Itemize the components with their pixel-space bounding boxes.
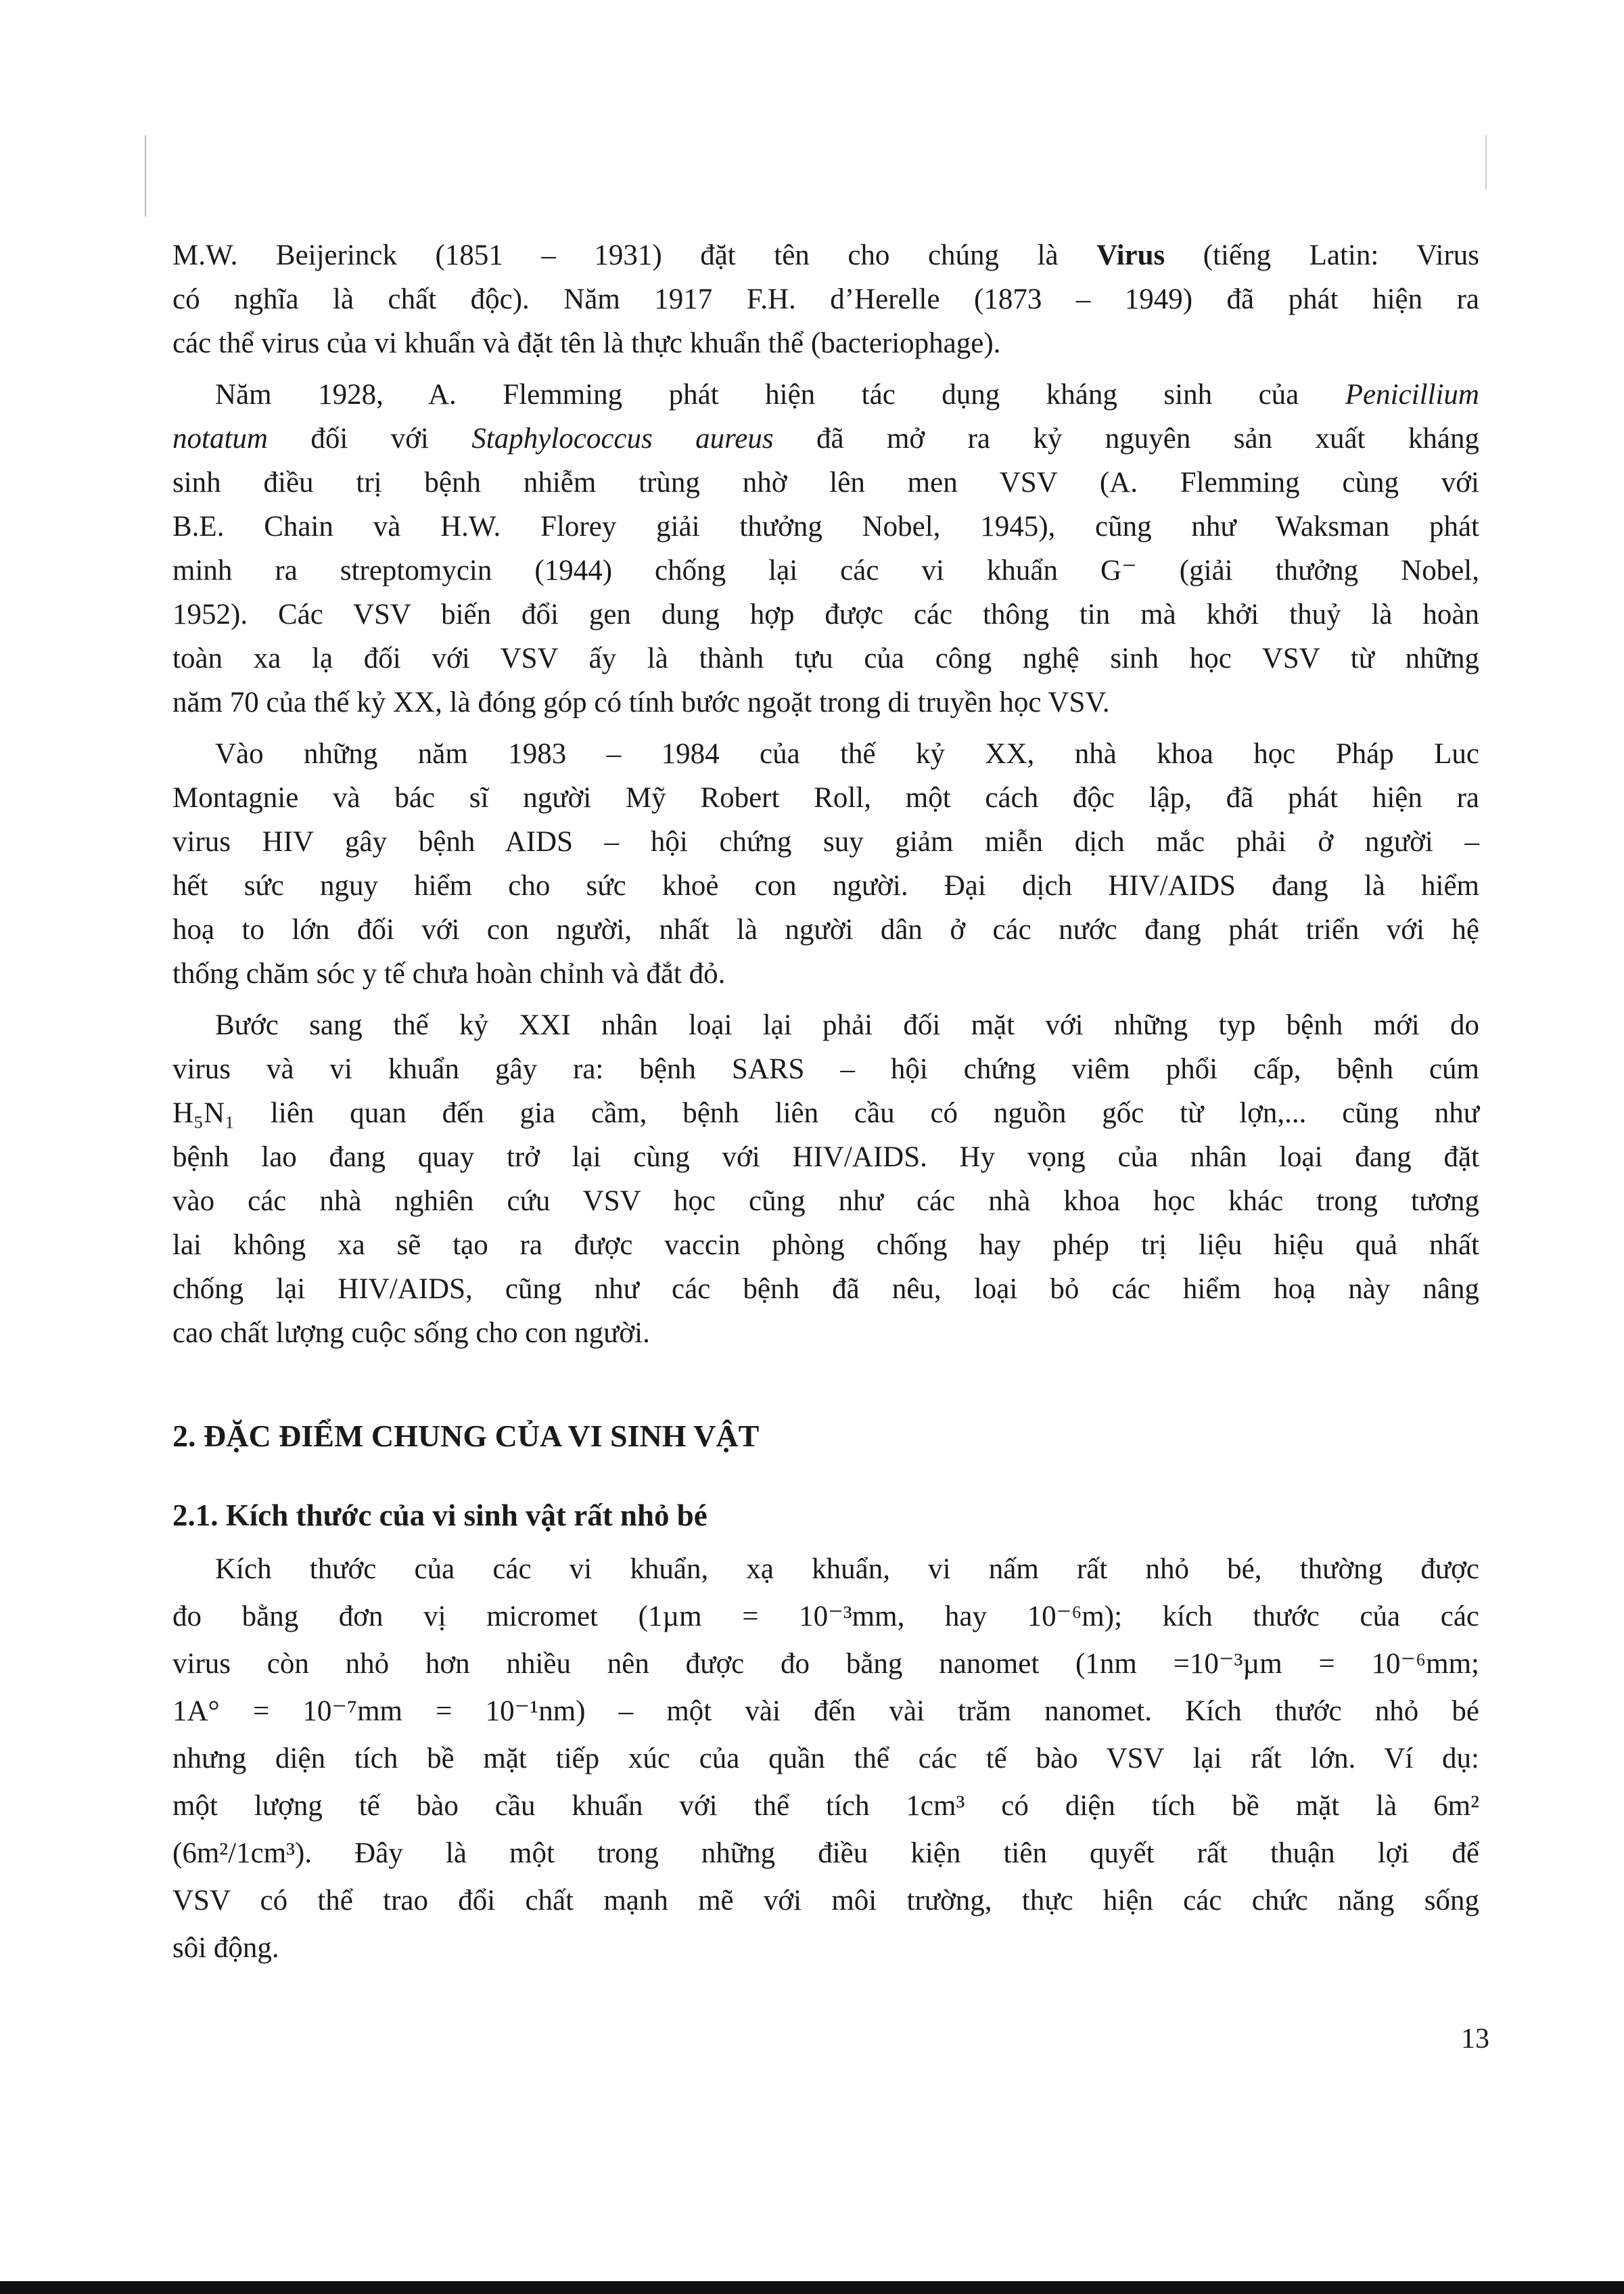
text-line [172,549,1479,593]
text-line [172,593,1479,637]
text-run: lai không xa sẽ tạo ra được vaccin phòng chống hay phép trị liệu hiệu quả nhất [172,1229,1479,1261]
text-line [172,1641,1479,1688]
paragraph [172,732,1479,996]
text-line [172,1179,1479,1223]
text-run: một lượng tế bào cầu khuẩn với thể tích 1cm³ có diện tích bề mặt là 6m² [172,1790,1479,1822]
body-section-history [172,233,1479,1362]
text-run: đối với [267,423,472,455]
text-line [172,1047,1479,1091]
text-line [172,908,1479,952]
text-run: cao chất lượng cuộc sống cho con người. [172,1317,650,1349]
bold-term: Virus [1096,239,1165,271]
text-run: hết sức nguy hiểm cho sức khoẻ con người. Đại dịch HIV/AIDS đang là hiểm [172,870,1479,902]
text-run: vào các nhà nghiên cứu VSV học cũng như các nhà khoa học khác trong tương [172,1185,1479,1217]
text-run: Vào những năm 1983 – 1984 của thế kỷ XX, nhà khoa học Pháp Luc [215,738,1479,770]
paragraph [172,1546,1479,1972]
text-run: B.E. Chain và H.W. Florey giải thưởng Nobel, 1945), cũng như Waksman phát [172,511,1479,543]
text-line [172,820,1479,864]
scan-edge-right [1485,135,1487,189]
text-run: virus và vi khuẩn gây ra: bệnh SARS – hội chứng viêm phổi cấp, bệnh cúm [172,1053,1479,1085]
text-run: Năm 1928, A. Flemming phát hiện tác dụng kháng sinh của [215,379,1345,411]
italic-term: notatum [172,423,268,455]
text-run: Bước sang thế kỷ XXI nhân loại lại phải đối mặt với những typ bệnh mới do [215,1009,1479,1041]
text-line [172,373,1479,417]
text-line [172,732,1479,776]
text-run: virus còn nhỏ hơn nhiều nên được đo bằng nanomet (1nm =10⁻³µm = 10⁻⁶mm; [172,1648,1479,1680]
text-line [172,1925,1479,1972]
text-line [172,776,1479,820]
text-line [172,952,1479,996]
text-run: có nghĩa là chất độc). Năm 1917 F.H. d’Herelle (1873 – 1949) đã phát hiện ra [172,283,1479,315]
text-line [172,1830,1479,1877]
body-section-size [172,1546,1479,1979]
text-run: 1952). Các VSV biến đổi gen dung hợp được các thông tin mà khởi thuỷ là hoàn [172,599,1479,630]
text-line [172,681,1479,725]
text-run: đo bằng đơn vị micromet (1µm = 10⁻³mm, hay 10⁻⁶m); kích thước của các [172,1601,1479,1632]
text-line [172,1877,1479,1925]
text-run: VSV có thể trao đổi chất mạnh mẽ với môi trường, thực hiện các chức năng sống [172,1885,1479,1917]
text-line [172,1593,1479,1641]
text-run: Kích thước của các vi khuẩn, xạ khuẩn, vi nấm rất nhỏ bé, thường được [215,1553,1479,1585]
text-line [172,1546,1479,1593]
text-line [172,1311,1479,1355]
text-line [172,505,1479,549]
text-run: M.W. Beijerinck (1851 – 1931) đặt tên cho chúng là [172,239,1097,271]
text-run: đã mở ra kỷ nguyên sản xuất kháng [773,423,1479,455]
subsection-heading: 2.1. Kích thước của vi sinh vật rất nhỏ bé [172,1498,707,1532]
section-heading: 2. ĐẶC ĐIỂM CHUNG CỦA VI SINH VẬT [172,1419,760,1453]
italic-term: Penicillium [1345,379,1479,411]
scan-bottom-border [0,2281,1624,2294]
text-run: 1A° = 10⁻⁷mm = 10⁻¹nm) – một vài đến vài trăm nanomet. Kích thước nhỏ bé [172,1695,1479,1727]
text-run: nhưng diện tích bề mặt tiếp xúc của quần thể các tế bào VSV lại rất lớn. Ví dụ: [172,1743,1479,1774]
text-run: chống lại HIV/AIDS, cũng như các bệnh đã nêu, loại bỏ các hiểm hoạ này nâng [172,1273,1479,1305]
text-run: bệnh lao đang quay trở lại cùng với HIV/AIDS. Hy vọng của nhân loại đang đặt [172,1141,1479,1173]
text-line [172,1135,1479,1179]
text-run: sôi động. [172,1932,279,1964]
page-number: 13 [1461,2023,1489,2055]
paragraph [172,1003,1479,1355]
text-line [172,637,1479,681]
text-line [172,1003,1479,1047]
text-line [172,417,1479,461]
text-line [172,864,1479,908]
text-line [172,321,1479,365]
text-run: Montagnie và bác sĩ người Mỹ Robert Roll, một cách độc lập, đã phát hiện ra [172,782,1479,814]
text-line [172,1091,1479,1135]
text-run: H₅N₁ liên quan đến gia cầm, bệnh liên cầu có nguồn gốc từ lợn,... cũng như [172,1097,1479,1129]
text-run: virus HIV gây bệnh AIDS – hội chứng suy giảm miễn dịch mắc phải ở người – [172,826,1479,858]
text-run: các thể virus của vi khuẩn và đặt tên là thực khuẩn thể (bacteriophage). [172,327,1001,359]
text-run: minh ra streptomycin (1944) chống lại các vi khuẩn G⁻ (giải thưởng Nobel, [172,555,1479,587]
paragraph [172,233,1479,365]
text-line [172,277,1479,321]
text-line [172,1783,1479,1830]
text-line [172,1223,1479,1267]
italic-term: Staphylococcus aureus [471,423,774,455]
text-run: (tiếng Latin: Virus [1165,239,1480,271]
text-line [172,233,1479,277]
text-run: thống chăm sóc y tế chưa hoàn chỉnh và đắt đỏ. [172,958,726,990]
text-run: năm 70 của thế kỷ XX, là đóng góp có tính bước ngoặt trong di truyền học VSV. [172,687,1110,718]
text-run: sinh điều trị bệnh nhiễm trùng nhờ lên men VSV (A. Flemming cùng với [172,467,1479,499]
paragraph [172,373,1479,725]
text-line [172,1267,1479,1311]
text-run: toàn xa lạ đối với VSV ấy là thành tựu của công nghệ sinh học VSV từ những [172,643,1479,674]
text-run: (6m²/1cm³). Đây là một trong những điều kiện tiên quyết rất thuận lợi để [172,1837,1479,1869]
text-run: hoạ to lớn đối với con người, nhất là người dân ở các nước đang phát triển với hệ [172,914,1479,946]
scan-edge-left [145,135,146,216]
text-line [172,1735,1479,1783]
text-line [172,461,1479,505]
text-line [172,1688,1479,1735]
